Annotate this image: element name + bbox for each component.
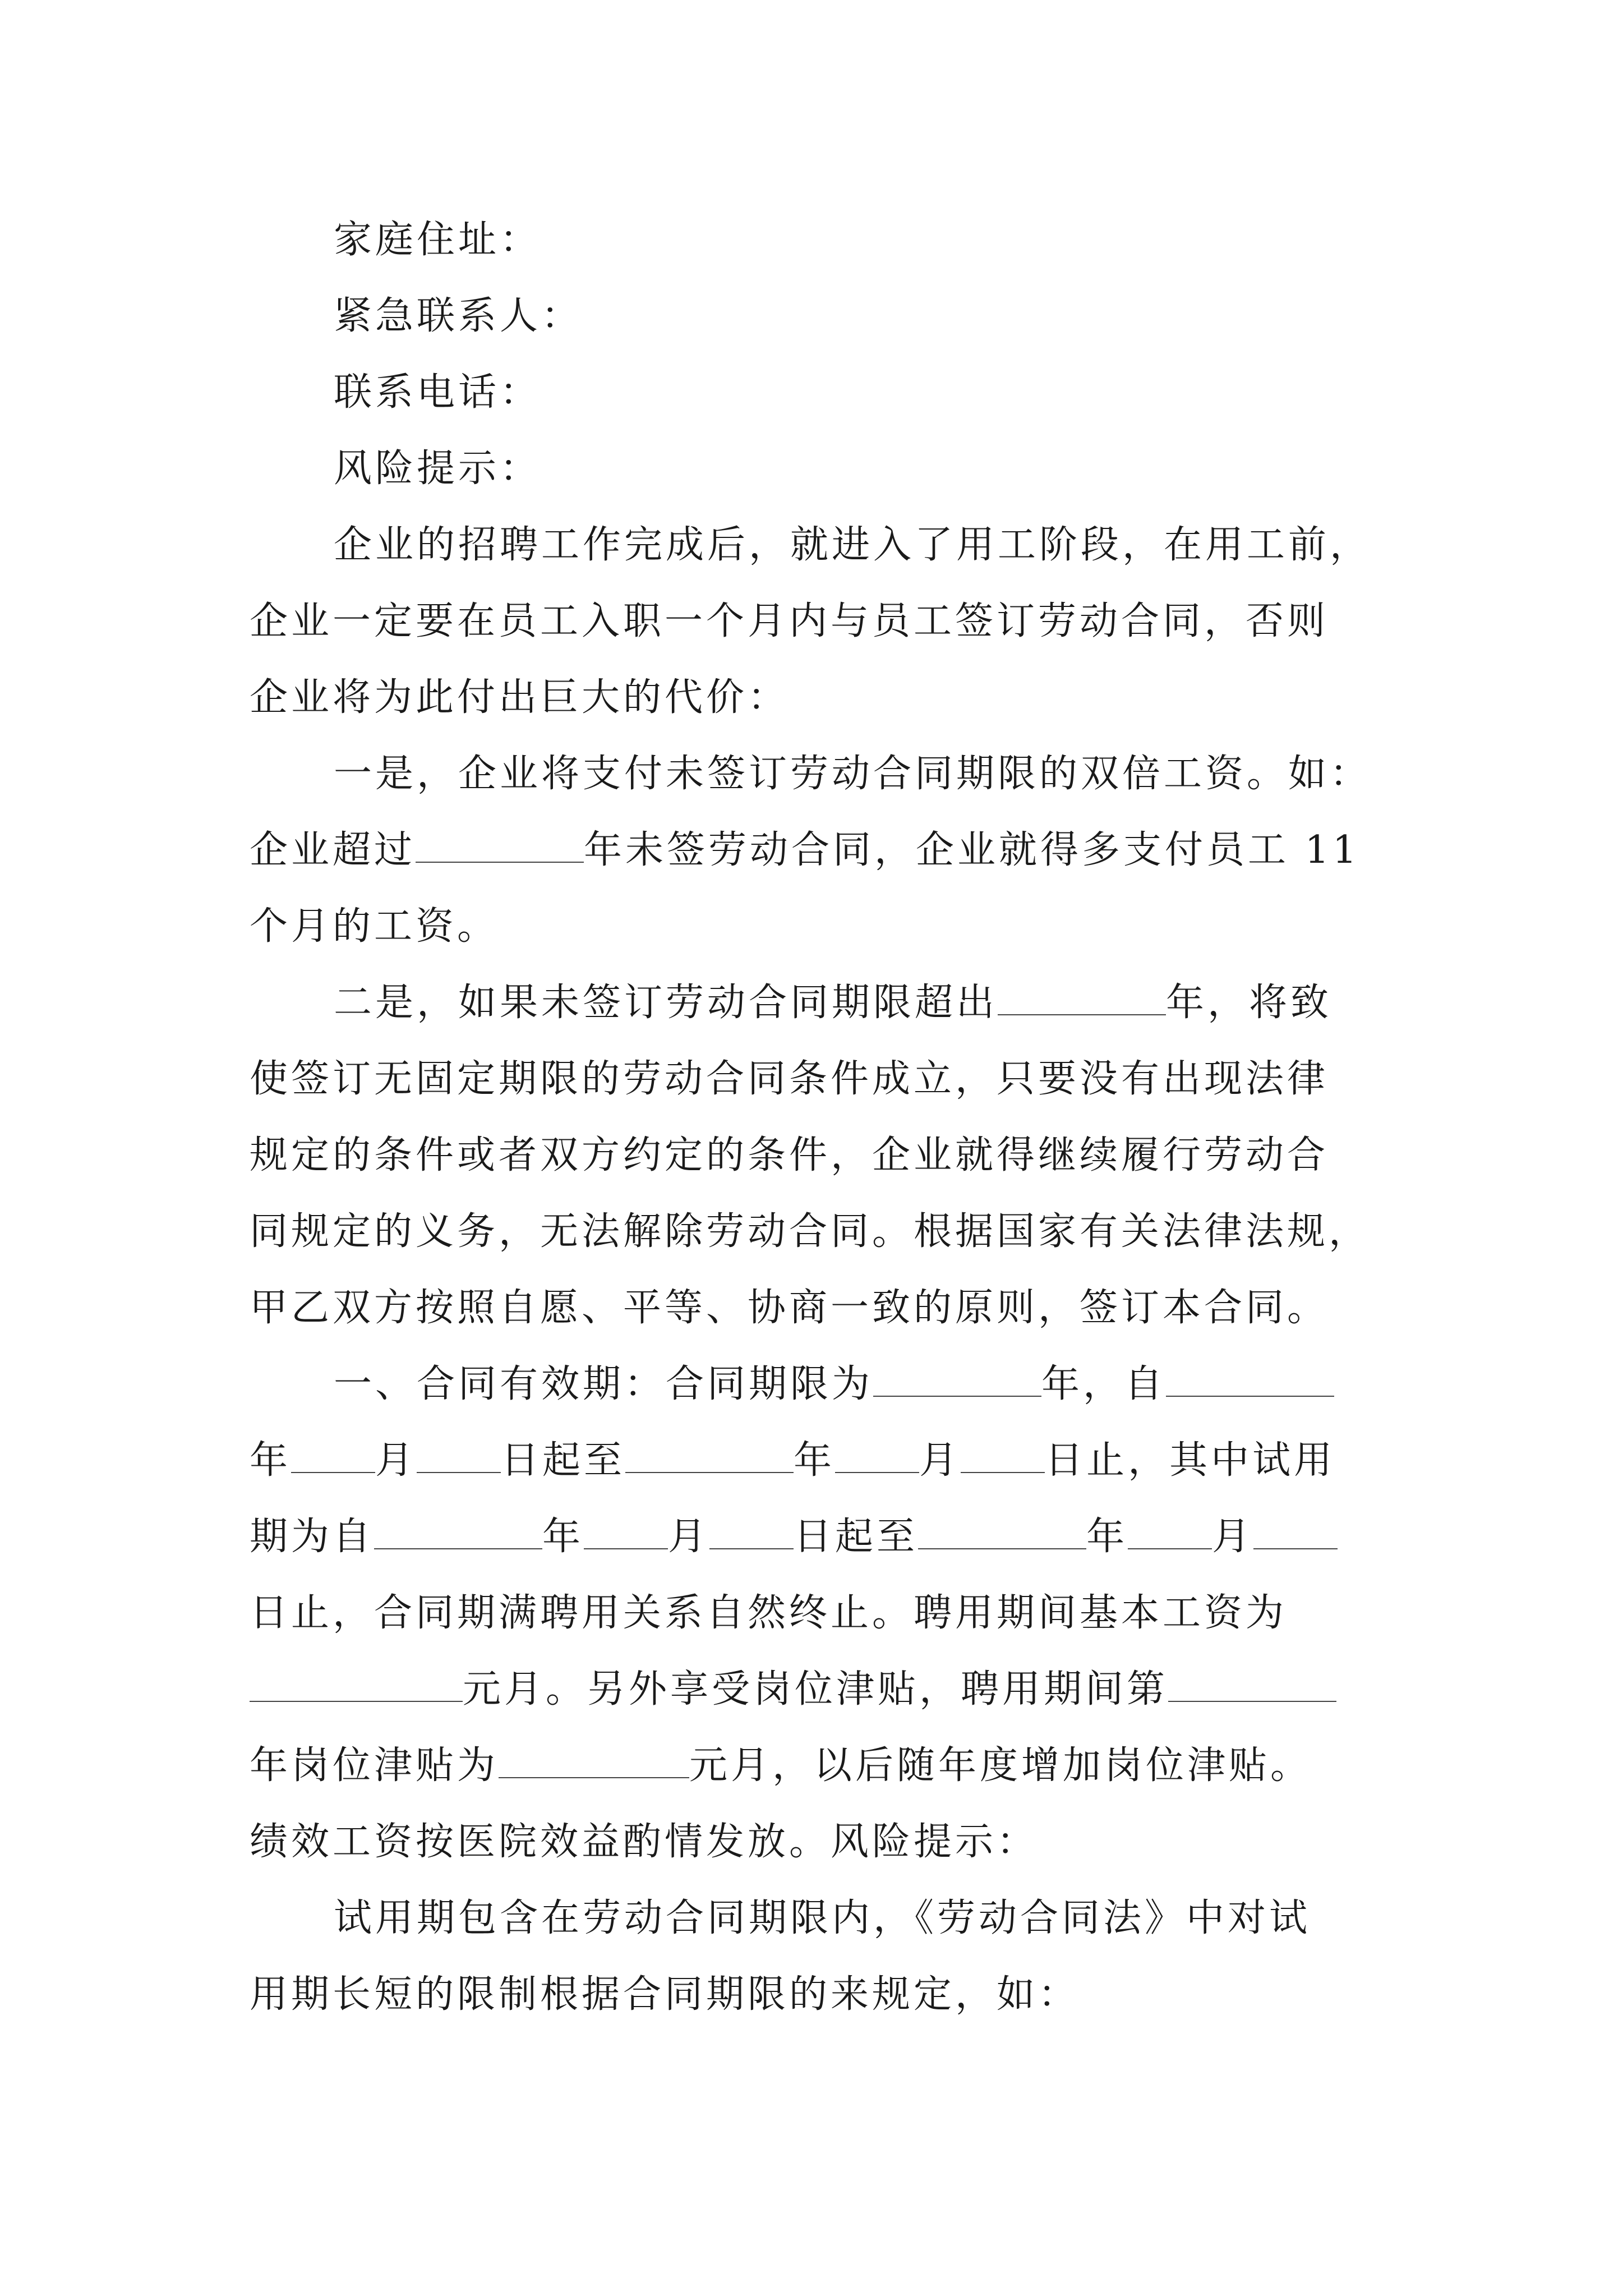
- month-label: 月: [375, 1438, 417, 1483]
- allowance-amount-blank[interactable]: [499, 1743, 689, 1778]
- para4-line4: 日止，合同期满聘用关系自然终止。聘用期间基本工资为: [250, 1591, 1288, 1635]
- phone-label: 联系电话：: [334, 370, 542, 415]
- base-salary-blank[interactable]: [250, 1667, 463, 1702]
- from-label: 年，自: [1041, 1362, 1166, 1406]
- probation-end-year-blank[interactable]: [918, 1515, 1086, 1549]
- para4-line5: [250, 1651, 1382, 1728]
- para3-line1-b: 年，将致: [1166, 981, 1332, 1025]
- document-body: [250, 202, 1382, 2033]
- year-label: 年: [794, 1438, 836, 1483]
- probation-from-label: 期为自: [250, 1515, 375, 1559]
- address-label: 家庭住址：: [334, 218, 542, 262]
- year-label: 年: [542, 1515, 584, 1559]
- start-day-blank[interactable]: [417, 1438, 501, 1473]
- probation-start-year-blank[interactable]: [374, 1515, 542, 1549]
- probation-intro: 日止，其中试用: [1045, 1438, 1336, 1483]
- allowance-year-blank[interactable]: [1168, 1667, 1336, 1702]
- para3-line4: 同规定的义务，无法解除劳动合同。根据国家有关法律法规，: [250, 1209, 1371, 1254]
- start-year-blank[interactable]: [1166, 1362, 1334, 1397]
- years-blank[interactable]: [416, 828, 584, 863]
- risk-tip-label: 风险提示：: [334, 447, 542, 491]
- contract-term-label: 一、合同有效期：合同期限为: [334, 1362, 874, 1406]
- para4-line1: [250, 1346, 1382, 1423]
- para1-line1: 企业的招聘工作完成后，就进入了用工阶段，在用工前，: [334, 523, 1372, 567]
- para2-line1: 一是，企业将支付未签订劳动合同期限的双倍工资。如：: [334, 752, 1372, 796]
- end-day-blank[interactable]: [961, 1438, 1045, 1473]
- para3-line3: 规定的条件或者双方约定的条件，企业就得继续履行劳动合: [250, 1133, 1329, 1177]
- para5-line2: 用期长短的限制根据合同期限的来规定，如：: [250, 1972, 1080, 2017]
- allowance-label: 年岗位津贴为: [250, 1743, 499, 1788]
- day-start-label: 日起至: [501, 1438, 626, 1483]
- years-limit-blank[interactable]: [998, 981, 1166, 1015]
- salary-text: 元月。另外享受岗位津贴，聘用期间第: [463, 1667, 1169, 1711]
- para2-line2: [250, 812, 1382, 889]
- month-label: 月: [1212, 1515, 1254, 1559]
- year-label: 年: [250, 1438, 292, 1483]
- para4-line7: 绩效工资按医院效益酌情发放。风险提示：: [250, 1820, 1039, 1864]
- para2-line2-a: 企业超过: [250, 828, 416, 872]
- para3-line1-a: 二是，如果未签订劳动合同期限超出: [334, 981, 998, 1025]
- probation-start-month-blank[interactable]: [584, 1515, 668, 1549]
- para5-line1: 试用期包含在劳动合同期限内，《劳动合同法》中对试: [334, 1896, 1311, 1940]
- para1-line3: 企业将为此付出巨大的代价：: [250, 675, 790, 720]
- para3-line1: [250, 965, 1382, 1041]
- para2-line2-b: 年未签劳动合同，企业就得多支付员工 11: [584, 828, 1361, 872]
- probation-end-day-blank[interactable]: [1253, 1515, 1338, 1549]
- day-start-label: 日起至: [794, 1515, 919, 1559]
- probation-start-day-blank[interactable]: [709, 1515, 794, 1549]
- allowance-text: 元月，以后随年度增加岗位津贴。: [689, 1743, 1312, 1788]
- para3-line2: 使签订无固定期限的劳动合同条件成立，只要没有出现法律: [250, 1057, 1329, 1101]
- para2-line3: 个月的工资。: [250, 904, 499, 949]
- para1-line2: 企业一定要在员工入职一个月内与员工签订劳动合同，否则: [250, 599, 1329, 643]
- month-label: 月: [668, 1515, 710, 1559]
- probation-end-month-blank[interactable]: [1128, 1515, 1212, 1549]
- para4-line3: [250, 1499, 1382, 1575]
- end-month-blank[interactable]: [835, 1438, 919, 1473]
- end-year-blank[interactable]: [625, 1438, 794, 1473]
- month-label: 月: [919, 1438, 961, 1483]
- start-month-blank[interactable]: [291, 1438, 375, 1473]
- para4-line6: [250, 1728, 1382, 1804]
- para3-line5: 甲乙双方按照自愿、平等、协商一致的原则，签订本合同。: [250, 1286, 1329, 1330]
- emergency-contact-label: 紧急联系人：: [334, 294, 583, 338]
- para4-line2: [250, 1423, 1382, 1499]
- year-label: 年: [1086, 1515, 1128, 1559]
- contract-term-blank[interactable]: [873, 1362, 1041, 1397]
